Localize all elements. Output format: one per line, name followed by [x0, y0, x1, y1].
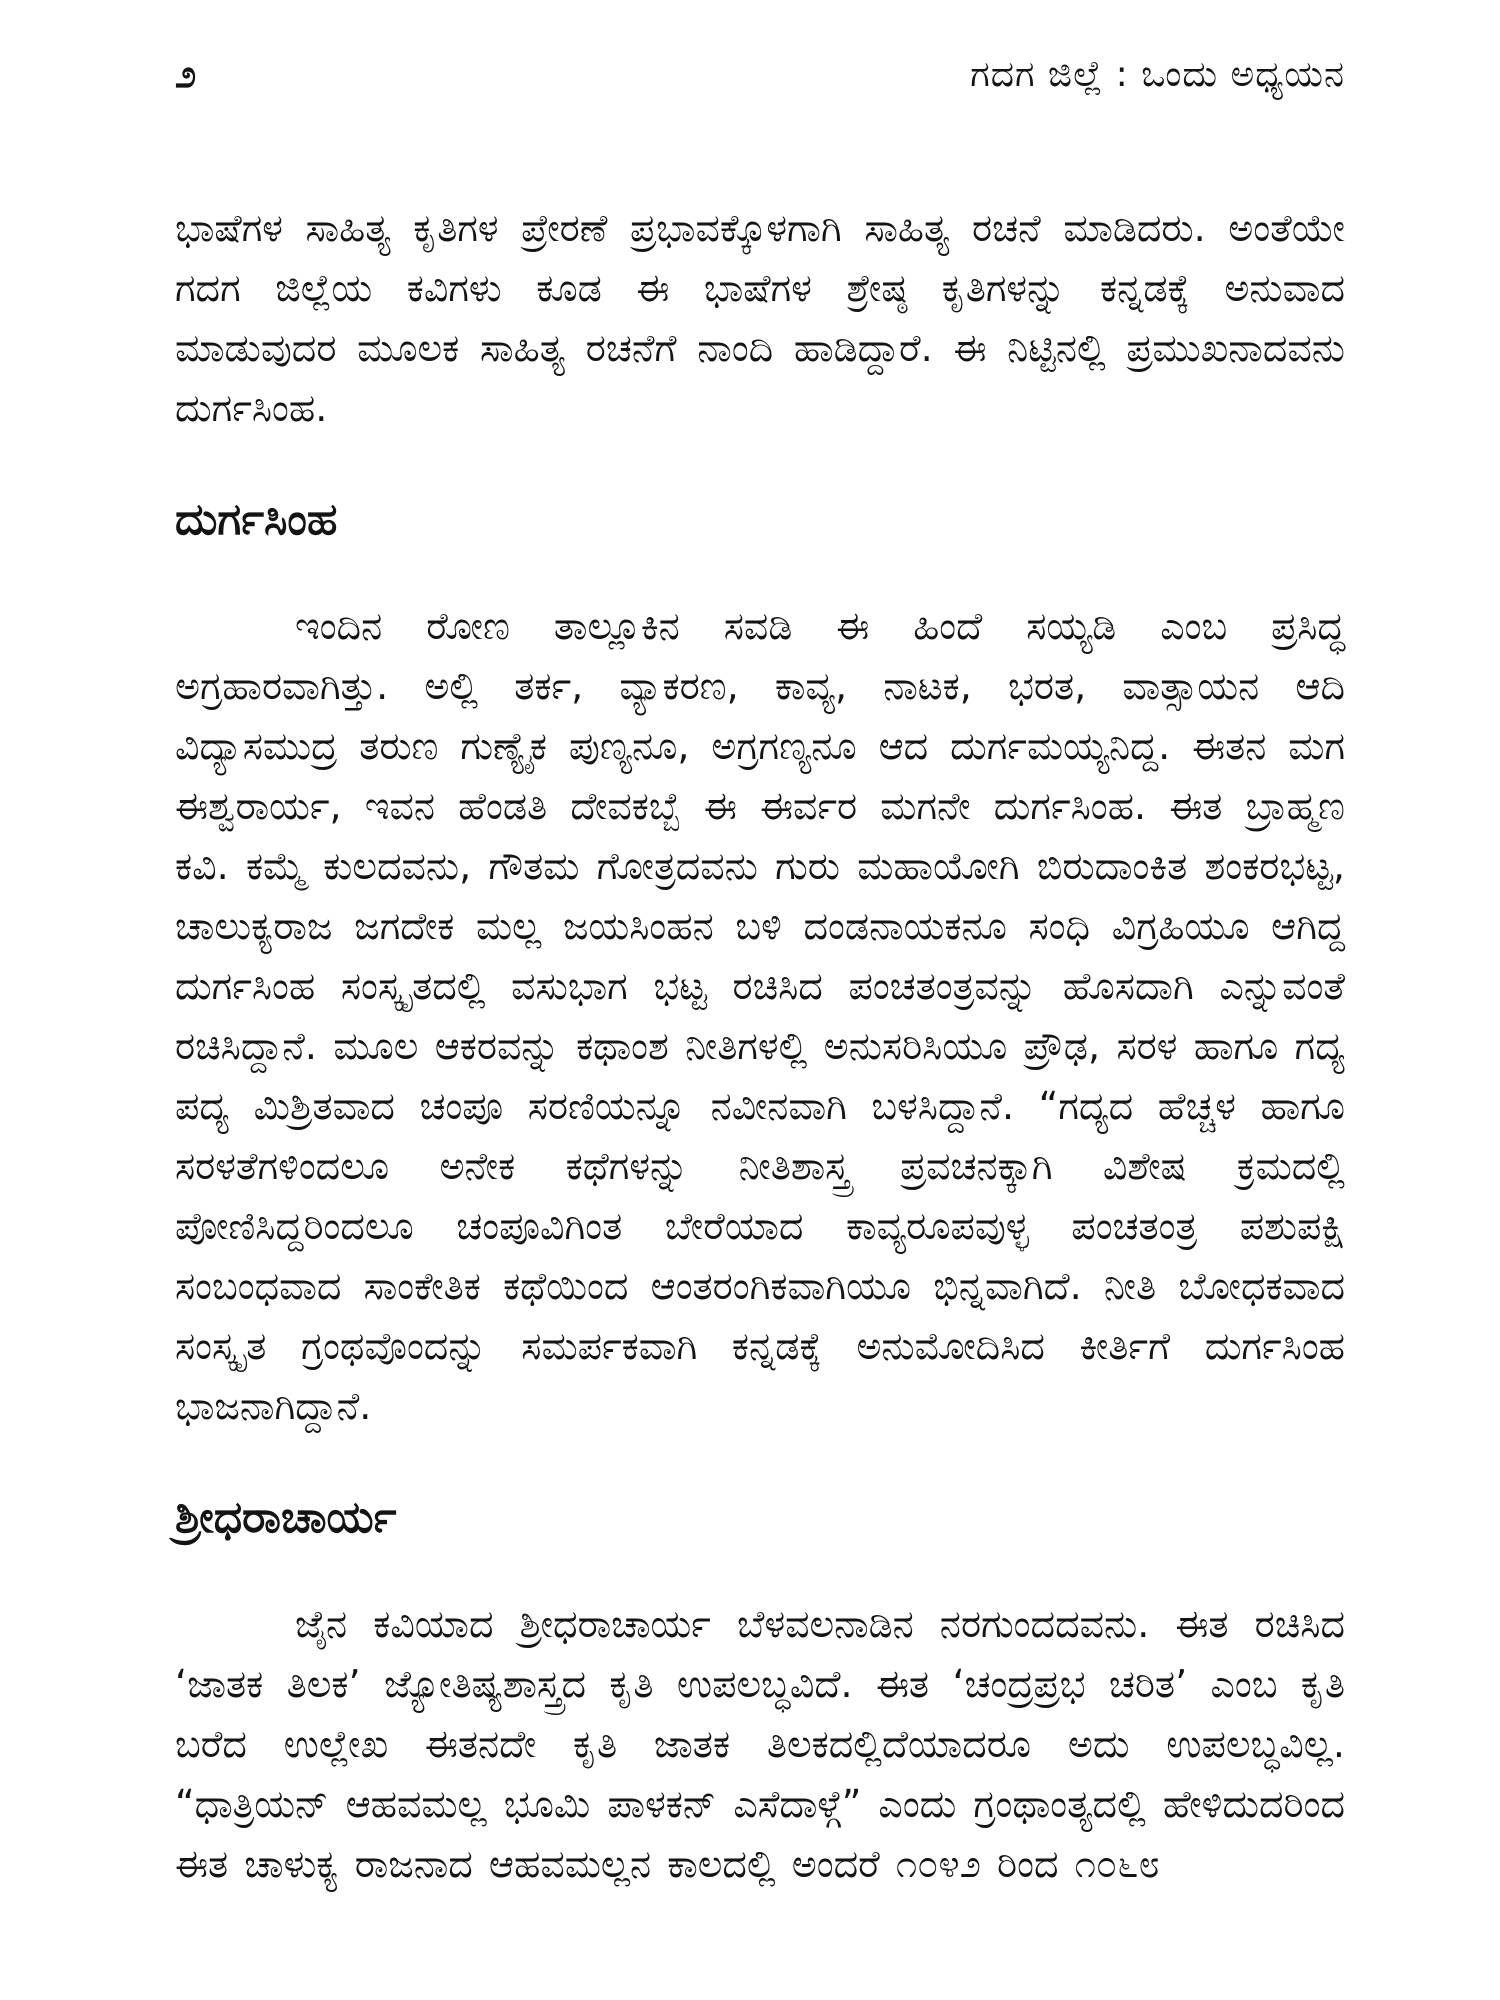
shridharacharya-paragraph: ಜೈನ ಕವಿಯಾದ ಶ್ರೀಧರಾಚಾರ್ಯ ಬೆಳವಲನಾಡಿನ ನರಗುಂದದವನು. ಈತ ರಚಿಸಿದ ‘ಜಾತಕ ತಿಲಕ’ ಜ್ಯೋತಿಷ್ಯಶಾಸ್ತ್ರದ ಕೃತಿ ಉಪಲಬ್ಧವಿದೆ. ಈತ ‘ಚಂದ್ರಪ್ರಭ ಚರಿತ’ ಎಂಬ ಕೃತಿ ಬರೆದ ಉಲ್ಲೇಖ ಈತನದೇ ಕೃತಿ ಜಾತಕ ತಿಲಕದಲ್ಲಿದೆಯಾದರೂ ಅದು ಉಪಲಬ್ಧವಿಲ್ಲ. “ಧಾತ್ರಿಯನ್ ಆಹವಮಲ್ಲ ಭೂಮಿ ಪಾಳಕನ್ ಎಸೆದಾಳ್ಗೆ” ಎಂದು ಗ್ರಂಥಾಂತ್ಯದಲ್ಲಿ ಹೇಳಿದುದರಿಂದ ಈತ ಚಾಳುಕ್ಯ ರಾಜನಾದ ಆಹವಮಲ್ಲನ ಕಾಲದಲ್ಲಿ ಅಂದರೆ ೧೦೪೨ ರಿಂದ ೧೦೬೮: [175, 1602, 1345, 1886]
section-heading-durgasimha: ದುರ್ಗಸಿಂಹ: [175, 494, 338, 545]
section-heading-shridharacharya: ಶ್ರೀಧರಾಚಾರ್ಯ: [175, 1492, 397, 1543]
running-title: ಗದಗ ಜಿಲ್ಲೆ : ಒಂದು ಅಧ್ಯಯನ: [970, 54, 1345, 95]
book-page: [175, 40, 1345, 1980]
intro-paragraph: ಭಾಷೆಗಳ ಸಾಹಿತ್ಯ ಕೃತಿಗಳ ಪ್ರೇರಣೆ ಪ್ರಭಾವಕ್ಕೊಳಗಾಗಿ ಸಾಹಿತ್ಯ ರಚನೆ ಮಾಡಿದರು. ಅಂತೆಯೇ ಗದಗ ಜಿಲ್ಲೆಯ ಕವಿಗಳು ಕೂಡ ಈ ಭಾಷೆಗಳ ಶ್ರೇಷ್ಠ ಕೃತಿಗಳನ್ನು ಕನ್ನಡಕ್ಕೆ ಅನುವಾದ ಮಾಡುವುದರ ಮೂಲಕ ಸಾಹಿತ್ಯ ರಚನೆಗೆ ನಾಂದಿ ಹಾಡಿದ್ದಾರೆ. ಈ ನಿಟ್ಟಿನಲ್ಲಿ ಪ್ರಮುಖನಾದವನು ದುರ್ಗಸಿಂಹ.: [175, 206, 1345, 430]
running-header: [175, 40, 1345, 120]
page-number: ೨: [175, 52, 197, 96]
durgasimha-paragraph: ಇಂದಿನ ರೋಣ ತಾಲ್ಲೂಕಿನ ಸವಡಿ ಈ ಹಿಂದೆ ಸಯ್ಯಡಿ ಎಂಬ ಪ್ರಸಿದ್ಧ ಅಗ್ರಹಾರವಾಗಿತ್ತು. ಅಲ್ಲಿ ತರ್ಕ, ವ್ಯಾಕರಣ, ಕಾವ್ಯ, ನಾಟಕ, ಭರತ, ವಾತ್ಸಾಯನ ಆದಿ ವಿದ್ಯಾಸಮುದ್ರ ತರುಣ ಗುಣ್ಯೈಕ ಪುಣ್ಯನೂ, ಅಗ್ರಗಣ್ಯನೂ ಆದ ದುರ್ಗಮಯ್ಯನಿದ್ದ. ಈತನ ಮಗ ಈಶ್ವರಾರ್ಯ, ಇವನ ಹೆಂಡತಿ ದೇವಕಬ್ಬೆ ಈ ಈರ್ವರ ಮಗನೇ ದುರ್ಗಸಿಂಹ. ಈತ ಬ್ರಾಹ್ಮಣ ಕವಿ. ಕಮ್ಮೆ ಕುಲದವನು, ಗೌತಮ ಗೋತ್ರದವನು ಗುರು ಮಹಾಯೋಗಿ ಬಿರುದಾಂಕಿತ ಶಂಕರಭಟ್ಟ, ಚಾಲುಕ್ಯರಾಜ ಜಗದೇಕ ಮಲ್ಲ ಜಯಸಿಂಹನ ಬಳಿ ದಂಡನಾಯಕನೂ ಸಂಧಿ ವಿಗ್ರಹಿಯೂ ಆಗಿದ್ದ ದುರ್ಗಸಿಂಹ ಸಂಸ್ಕೃತದಲ್ಲಿ ವಸುಭಾಗ ಭಟ್ಟ ರಚಿಸಿದ ಪಂಚತಂತ್ರವನ್ನು ಹೊಸದಾಗಿ ಎನ್ನುವಂತೆ ರಚಿಸಿದ್ದಾನೆ. ಮೂಲ ಆಕರವನ್ನು ಕಥಾಂಶ ನೀತಿಗಳಲ್ಲಿ ಅನುಸರಿಸಿಯೂ ಪ್ರೌಢ, ಸರಳ ಹಾಗೂ ಗದ್ಯ ಪದ್ಯ ಮಿಶ್ರಿತವಾದ ಚಂಪೂ ಸರಣಿಯನ್ನೂ ನವೀನವಾಗಿ ಬಳಸಿದ್ದಾನೆ. “ಗದ್ಯದ ಹೆಚ್ಚಳ ಹಾಗೂ ಸರಳತೆಗಳಿಂದಲೂ ಅನೇಕ ಕಥೆಗಳನ್ನು ನೀತಿಶಾಸ್ತ್ರ ಪ್ರವಚನಕ್ಕಾಗಿ ವಿಶೇಷ ಕ್ರಮದಲ್ಲಿ ಪೋಣಿಸಿದ್ದರಿಂದಲೂ ಚಂಪೂವಿಗಿಂತ ಬೇರೆಯಾದ ಕಾವ್ಯರೂಪವುಳ್ಳ ಪಂಚತಂತ್ರ ಪಶುಪಕ್ಷಿ ಸಂಬಂಧವಾದ ಸಾಂಕೇತಿಕ ಕಥೆಯಿಂದ ಆಂತರಂಗಿಕವಾಗಿಯೂ ಭಿನ್ನವಾಗಿದೆ. ನೀತಿ ಬೋಧಕವಾದ ಸಂಸ್ಕೃತ ಗ್ರಂಥವೊಂದನ್ನು ಸಮರ್ಪಕವಾಗಿ ಕನ್ನಡಕ್ಕೆ ಅನುಮೋದಿಸಿದ ಕೀರ್ತಿಗೆ ದುರ್ಗಸಿಂಹ ಭಾಜನಾಗಿದ್ದಾನೆ.: [175, 604, 1345, 1428]
